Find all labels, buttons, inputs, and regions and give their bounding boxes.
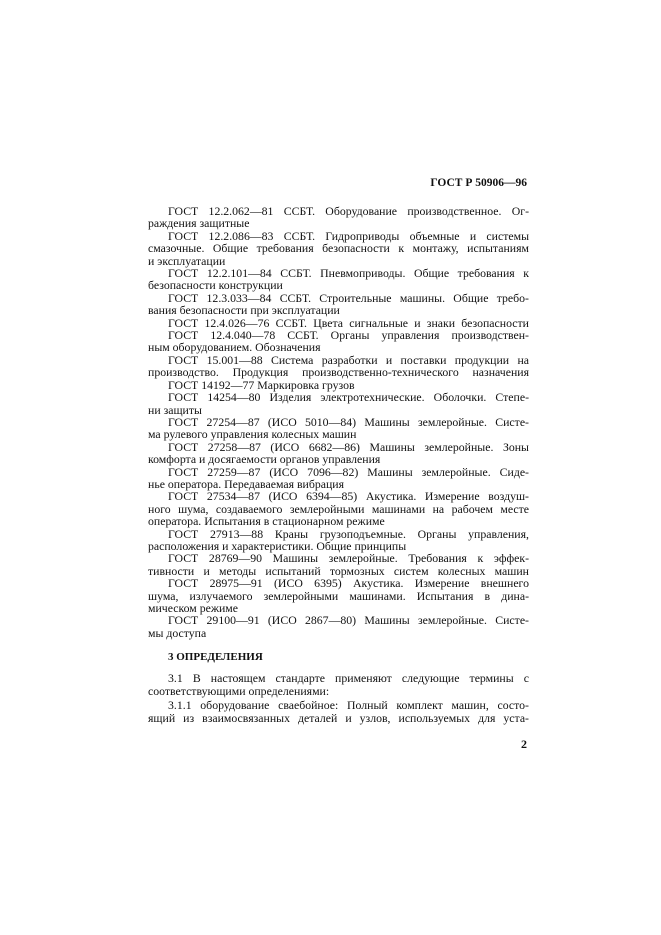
text-line: 3.1 В настоящем стандарте применяют следующие термины с bbox=[168, 671, 529, 685]
text-line: ГОСТ 12.3.033—84 ССБТ. Строительные машины. Общие требо- bbox=[168, 290, 529, 305]
text-line: соответствующими определениями: bbox=[148, 684, 330, 699]
text-line: ГОСТ 28975—91 (ИСО 6395) Акустика. Измерение внешнего bbox=[168, 576, 529, 591]
text-line: ГОСТ 29100—91 (ИСО 2867—80) Машины землеройные. Систе- bbox=[168, 613, 529, 628]
text-line: ГОСТ 28769—90 Машины землеройные. Требования к эффек- bbox=[168, 551, 529, 566]
text-line: ГОСТ 27913—88 Краны грузоподъемные. Органы управления, bbox=[168, 526, 529, 541]
text-line: ГОСТ 12.2.086—83 ССБТ. Гидроприводы объемные и системы bbox=[168, 228, 529, 243]
text-line: ГОСТ 15.001—88 Система разработки и поставки продукции на bbox=[168, 352, 529, 367]
text-line: ни защиты bbox=[148, 402, 202, 417]
text-line: шума, излучаемого землеройными машинами. Испытания в дина- bbox=[148, 588, 529, 603]
text-line: ГОСТ 14254—80 Изделия электротехнические. Оболочки. Степе- bbox=[168, 390, 529, 405]
text-line: ГОСТ 12.4.026—76 ССБТ. Цвета сигнальные и знаки безопасности bbox=[168, 315, 529, 330]
text-line: вания безопасности при эксплуатации bbox=[148, 303, 340, 318]
text-line: смазочные. Общие требования безопасности к монтажу, испытаниям bbox=[148, 241, 529, 256]
text-line: ящий из взаимосвязанных деталей и узлов, используемых для уста- bbox=[148, 711, 529, 726]
text-line: нье оператора. Передаваемая вибрация bbox=[148, 476, 345, 491]
text-line: безопасности конструкции bbox=[148, 278, 283, 293]
text-line: ГОСТ 12.4.040—78 ССБТ. Органы управления производствен- bbox=[168, 328, 529, 343]
text-line: мы доступа bbox=[148, 625, 207, 640]
text-line: ного шума, создаваемого землеройными машинами на рабочем месте bbox=[148, 501, 529, 516]
text-line: раждения защитные bbox=[148, 216, 250, 231]
text-line: производство. Продукция производственно-технического назначения bbox=[148, 365, 529, 380]
text-line: ГОСТ 27254—87 (ИСО 5010—84) Машины землеройные. Систе- bbox=[168, 414, 529, 429]
definitions bbox=[148, 672, 529, 726]
text-line: ГОСТ 12.2.062—81 ССБТ. Оборудование производственное. Ог- bbox=[168, 204, 529, 218]
text-line: и эксплуатации bbox=[148, 253, 226, 268]
text-line: оператора. Испытания в стационарном режиме bbox=[148, 514, 385, 529]
page-number: 2 bbox=[521, 737, 527, 751]
references-list bbox=[148, 205, 529, 639]
text-line: расположения и характеристики. Общие принципы bbox=[148, 538, 407, 553]
text-line: ГОСТ 27258—87 (ИСО 6682—86) Машины землеройные. Зоны bbox=[168, 439, 529, 454]
text-line: тивности и методы испытаний тормозных систем колесных машин bbox=[148, 563, 529, 578]
section-heading: 3 ОПРЕДЕЛЕНИЯ bbox=[168, 651, 263, 663]
text-line: 3.1.1 оборудование сваебойное: Полный комплект машин, состо- bbox=[168, 697, 529, 712]
text-line: ГОСТ 14192—77 Маркировка грузов bbox=[168, 377, 355, 392]
text-line: ГОСТ 27534—87 (ИСО 6394—85) Акустика. Измерение воздуш- bbox=[168, 489, 529, 504]
running-header: ГОСТ Р 50906—96 bbox=[430, 177, 527, 189]
text-line: комфорта и досягаемости органов управления bbox=[148, 452, 381, 467]
text-line: ГОСТ 12.2.101—84 ССБТ. Пневмоприводы. Общие требования к bbox=[168, 266, 529, 281]
text-line: ГОСТ 27259—87 (ИСО 7096—82) Машины землеройные. Сиде- bbox=[168, 464, 529, 479]
text-line: ма рулевого управления колесных машин bbox=[148, 427, 357, 442]
text-line: мическом режиме bbox=[148, 601, 238, 615]
text-line: ным оборудованием. Обозначения bbox=[148, 340, 321, 355]
